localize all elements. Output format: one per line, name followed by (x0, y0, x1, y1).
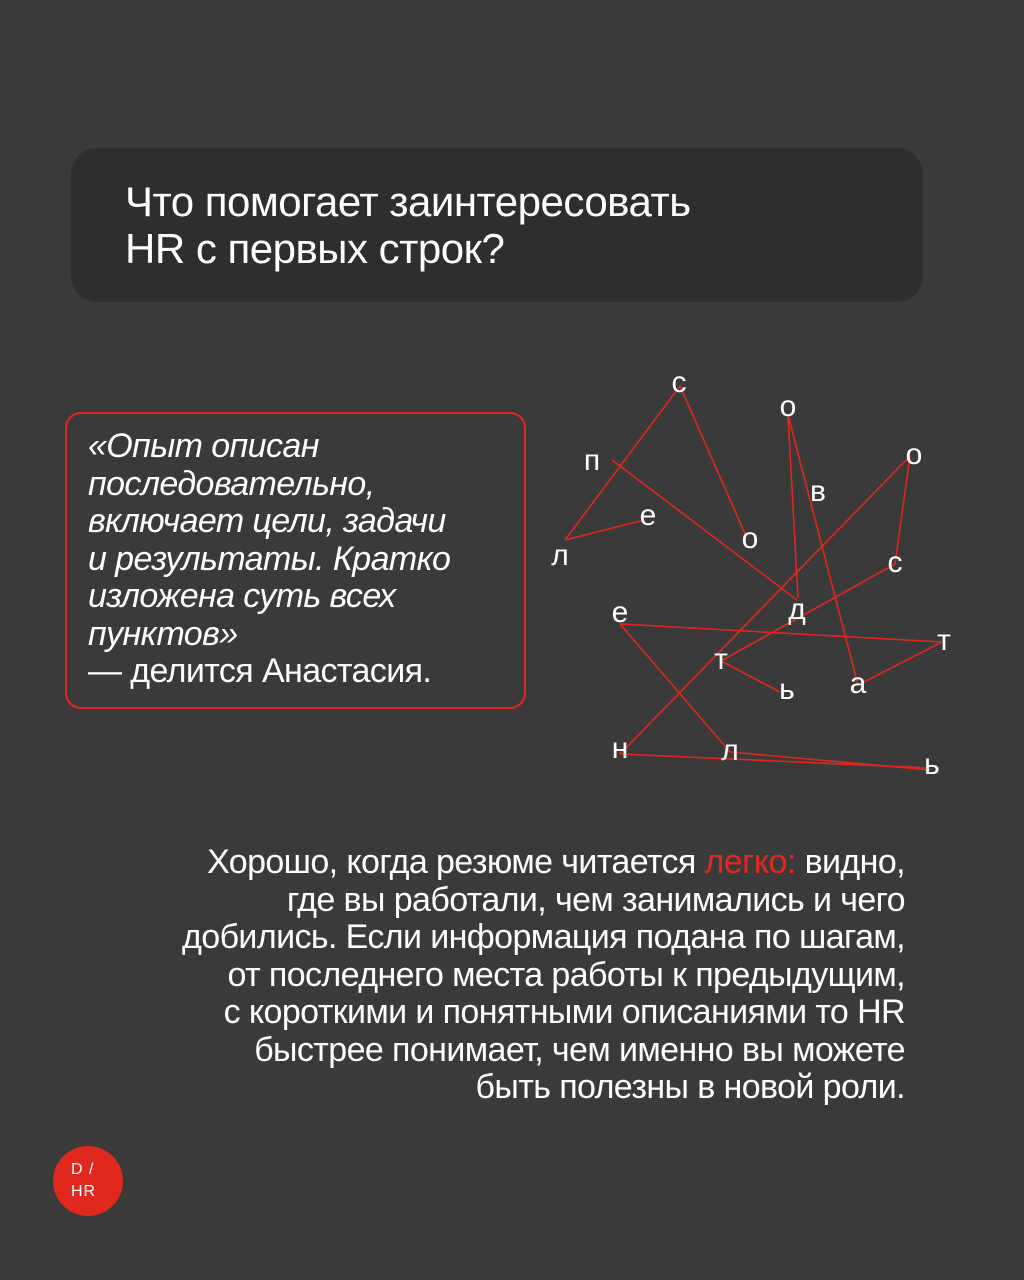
scatter-letter: о (741, 521, 759, 555)
body-line: добились. Если информация подана по шагам, (182, 918, 905, 956)
quote-line: последовательно, (88, 464, 375, 503)
title-card (71, 148, 923, 302)
scatter-letter: о (905, 437, 923, 471)
body-paragraph (182, 844, 905, 1107)
body-line-1-end: видно, (795, 843, 905, 881)
body-accent-word: легко: (704, 843, 796, 881)
connecting-line (788, 415, 858, 685)
scatter-letter: л (721, 733, 739, 767)
body-line-1-start: Хорошо, когда резюме читается (207, 843, 705, 881)
logo-top-text: D / (71, 1161, 95, 1178)
quote-line: изложена суть всех (88, 577, 396, 615)
body-line: быть полезны в новой роли. (475, 1068, 905, 1106)
quote-attribution: — делится Анастасия. (88, 652, 432, 690)
body-line (182, 844, 905, 882)
scatter-letter: т (714, 642, 728, 676)
body-line: с короткими и понятными описаниями то HR (223, 993, 905, 1031)
connecting-line (620, 456, 910, 754)
connecting-line (721, 564, 895, 661)
scatter-letter: е (639, 498, 657, 532)
scatter-letter: е (611, 595, 629, 629)
body-line: быстрее понимает, чем именно вы можете (254, 1030, 905, 1069)
quote-box (65, 412, 526, 709)
quote-line: и результаты. Кратко (88, 539, 451, 578)
scatter-letter: в (810, 474, 826, 508)
scatter-letter: л (551, 538, 569, 572)
body-line: от последнего места работы к предыдущим, (227, 955, 905, 994)
connecting-line (721, 661, 780, 692)
scatter-letter: а (849, 666, 867, 700)
connecting-line (565, 386, 680, 540)
scattered-letters (551, 366, 951, 781)
connecting-lines (565, 386, 942, 770)
scatter-letter: п (583, 443, 601, 477)
title-line-1: Что помогает заинтересовать (125, 178, 691, 225)
scatter-letter: с (887, 545, 903, 579)
body-line: где вы работали, чем занимались и чего (286, 880, 905, 919)
quote-line: включает цели, задачи (88, 502, 446, 540)
connecting-line (788, 415, 798, 598)
quote-line: пунктов» (88, 614, 238, 653)
connecting-line (680, 386, 746, 536)
page-title (125, 178, 691, 272)
scatter-letter: о (779, 389, 797, 423)
connecting-line (858, 642, 942, 685)
scatter-letter: с (671, 365, 687, 399)
dhr-logo (53, 1146, 123, 1216)
quote-line: «Опыт описан (88, 427, 319, 465)
scatter-letter: т (937, 623, 951, 657)
scatter-letter: ь (779, 672, 795, 706)
scattered-letters-diagram (540, 360, 960, 790)
scatter-letter: н (611, 731, 629, 765)
scatter-letter: д (788, 592, 806, 626)
quote-text (88, 428, 450, 653)
scatter-letter: ь (924, 747, 940, 781)
logo-bottom-text: HR (71, 1183, 97, 1200)
title-line-2: HR с первых строк? (125, 225, 505, 272)
